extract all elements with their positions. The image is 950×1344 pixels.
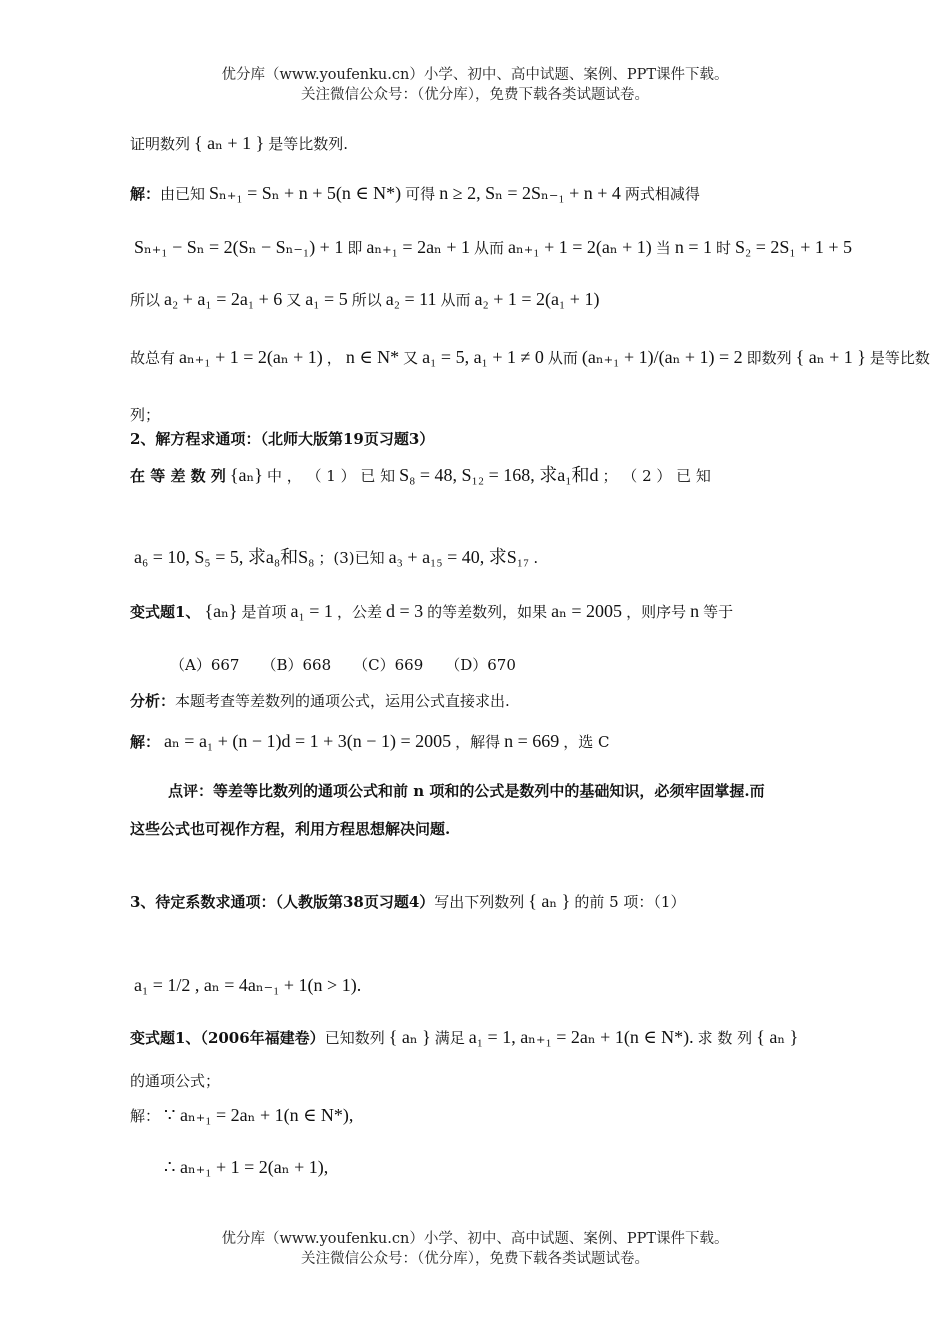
math: S₂ = 2S₁ + 1 + 5 <box>734 237 853 257</box>
math: a₃ + a₁₅ = 40, 求S₁₇ <box>388 547 530 567</box>
math: Sₙ₊₁ − Sₙ = 2(Sₙ − Sₙ₋₁) + 1 <box>134 237 344 257</box>
math: ∵ aₙ₊₁ = 2aₙ + 1(n ∈ N*), <box>164 1105 354 1125</box>
math: aₙ = a₁ + (n − 1)d = 1 + 3(n − 1) = 2005 <box>164 731 452 751</box>
math: a₁ = 5 <box>305 289 348 309</box>
text: 等于 <box>703 603 734 621</box>
footer-line-2: 关注微信公众号：（优分库），免费下载各类试题试卷。 <box>301 1251 649 1267</box>
math: { aₙ } <box>388 1027 431 1047</box>
para-derive <box>130 236 856 259</box>
solution-label: 解： <box>130 733 161 751</box>
text: 是首项 <box>241 603 287 621</box>
math: a₂ + 1 = 2(a₁ + 1) <box>474 289 600 309</box>
text: 从而 <box>474 239 505 257</box>
text: 写出下列数列 <box>434 893 525 911</box>
text: 证明数列 <box>130 135 191 153</box>
math: {aₙ} <box>229 465 263 485</box>
text: ；(3)已知 <box>318 549 385 567</box>
text: 已知数列 <box>324 1029 385 1047</box>
math: a₁ = 5, a₁ + 1 ≠ 0 <box>422 347 544 367</box>
text: ， <box>326 349 342 367</box>
section-3 <box>130 890 685 913</box>
math: d = 3 <box>385 601 424 621</box>
text: 是等比数 <box>869 349 930 367</box>
text: 的前 5 项：（1） <box>574 893 686 911</box>
math: (aₙ₊₁ + 1)/(aₙ + 1) = 2 <box>581 347 743 367</box>
text: ； （ 2 ） 已 知 <box>602 467 711 485</box>
math: n <box>690 601 700 621</box>
para-prove <box>130 132 348 155</box>
math: n = 669 <box>504 731 560 751</box>
para-lie: 列； <box>130 406 161 424</box>
choice-d: （D）670 <box>445 656 516 674</box>
text: 的等差数列，如果 <box>427 603 548 621</box>
math: a₁ = 1/2 , aₙ = 4aₙ₋₁ + 1(n > 1). <box>134 975 362 995</box>
variant-2 <box>130 1026 802 1049</box>
footer-line-1: 优分库（www.youfenku.cn）小学、初中、高中试题、案例、PPT课件下载。 <box>221 1231 729 1247</box>
para-general-term: 的通项公式； <box>130 1072 221 1090</box>
text: 所以 <box>351 291 382 309</box>
analysis-label: 分析： <box>130 692 176 710</box>
text: 所以 <box>130 291 161 309</box>
choices <box>170 654 516 676</box>
solution-label: 解： <box>130 1107 161 1125</box>
choice-c: （C）669 <box>353 656 424 674</box>
text: 求 数 列 <box>697 1029 753 1047</box>
math: a₂ + a₁ = 2a₁ + 6 <box>164 289 283 309</box>
section-2-title: 2、解方程求通项：（北师大版第19页习题3） <box>130 430 435 448</box>
text: 即 <box>347 239 363 257</box>
text: 又 <box>286 291 302 309</box>
text: 又 <box>403 349 419 367</box>
math: { aₙ } <box>756 1027 799 1047</box>
para-solution-1 <box>130 182 700 205</box>
text: 即数列 <box>746 349 792 367</box>
header-line-2: 关注微信公众号：（优分库），免费下载各类试题试卷。 <box>301 87 649 103</box>
math: aₙ = 2005 <box>551 601 623 621</box>
math: n = 1 <box>674 237 712 257</box>
math: a₂ = 11 <box>385 289 437 309</box>
para-recurrence <box>130 974 365 997</box>
solution-2 <box>130 730 610 753</box>
text: 中 ， （ 1 ） 已 知 <box>266 467 396 485</box>
para-conclusion <box>130 346 930 369</box>
text: 满足 <box>434 1029 465 1047</box>
text: 两式相减得 <box>624 185 700 203</box>
comment-line-2: 这些公式也可视作方程，利用方程思想解决问题. <box>130 820 451 838</box>
analysis <box>130 690 510 712</box>
math: { aₙ + 1 } <box>194 133 265 153</box>
text: ，公差 <box>336 603 382 621</box>
variant-1 <box>130 600 733 623</box>
math: ∴ aₙ₊₁ + 1 = 2(aₙ + 1), <box>164 1157 329 1177</box>
section-3-title: 3、待定系数求通项：（人教版第38页习题4） <box>130 893 435 911</box>
text: 本题考查等差数列的通项公式，运用公式直接求出. <box>175 692 510 710</box>
header-line-1: 优分库（www.youfenku.cn）小学、初中、高中试题、案例、PPT课件下载。 <box>221 67 729 83</box>
para-arith-2 <box>130 546 538 569</box>
comment-line-1: 点评：等差等比数列的通项公式和前 n 项和的公式是数列中的基础知识，必须牢固掌握.而 <box>168 782 765 800</box>
text: 是等比数列. <box>268 135 349 153</box>
math: S₈ = 48, S₁₂ = 168, 求a₁和d <box>399 465 599 485</box>
math: { aₙ + 1 } <box>795 347 866 367</box>
solution-4 <box>160 1156 332 1179</box>
math: aₙ₊₁ + 1 = 2(aₙ + 1) <box>179 347 323 367</box>
math: a₆ = 10, S₅ = 5, 求a₈和S₈ <box>134 547 315 567</box>
solution-3 <box>130 1104 357 1127</box>
text: 在 等 差 数 列 <box>130 467 226 485</box>
para-so <box>130 288 603 311</box>
text: . <box>533 549 539 567</box>
choice-a: （A）667 <box>170 656 240 674</box>
text: ，选 C <box>563 733 610 751</box>
math: a₁ = 1, aₙ₊₁ = 2aₙ + 1(n ∈ N*). <box>468 1027 694 1047</box>
math: { aₙ } <box>528 891 571 911</box>
text: 由已知 <box>160 185 206 203</box>
variant-label: 变式题1、（2006年福建卷） <box>130 1029 325 1047</box>
math: aₙ₊₁ = 2aₙ + 1 <box>366 237 470 257</box>
text: 时 <box>715 239 731 257</box>
text: 从而 <box>547 349 578 367</box>
math: n ≥ 2, Sₙ = 2Sₙ₋₁ + n + 4 <box>439 183 621 203</box>
math: {aₙ} <box>204 601 238 621</box>
text: 从而 <box>440 291 471 309</box>
text: 可得 <box>405 185 436 203</box>
para-arith <box>130 464 711 487</box>
text: 当 <box>655 239 671 257</box>
math: a₁ = 1 <box>290 601 333 621</box>
variant-label: 变式题1、 <box>130 603 201 621</box>
text: ，解得 <box>455 733 501 751</box>
text: 故总有 <box>130 349 176 367</box>
math: Sₙ₊₁ = Sₙ + n + 5(n ∈ N*) <box>209 183 402 203</box>
choice-b: （B）668 <box>261 656 332 674</box>
text: ，则序号 <box>626 603 687 621</box>
solution-label: 解： <box>130 185 161 203</box>
math: aₙ₊₁ + 1 = 2(aₙ + 1) <box>508 237 652 257</box>
math: n ∈ N* <box>345 347 400 367</box>
